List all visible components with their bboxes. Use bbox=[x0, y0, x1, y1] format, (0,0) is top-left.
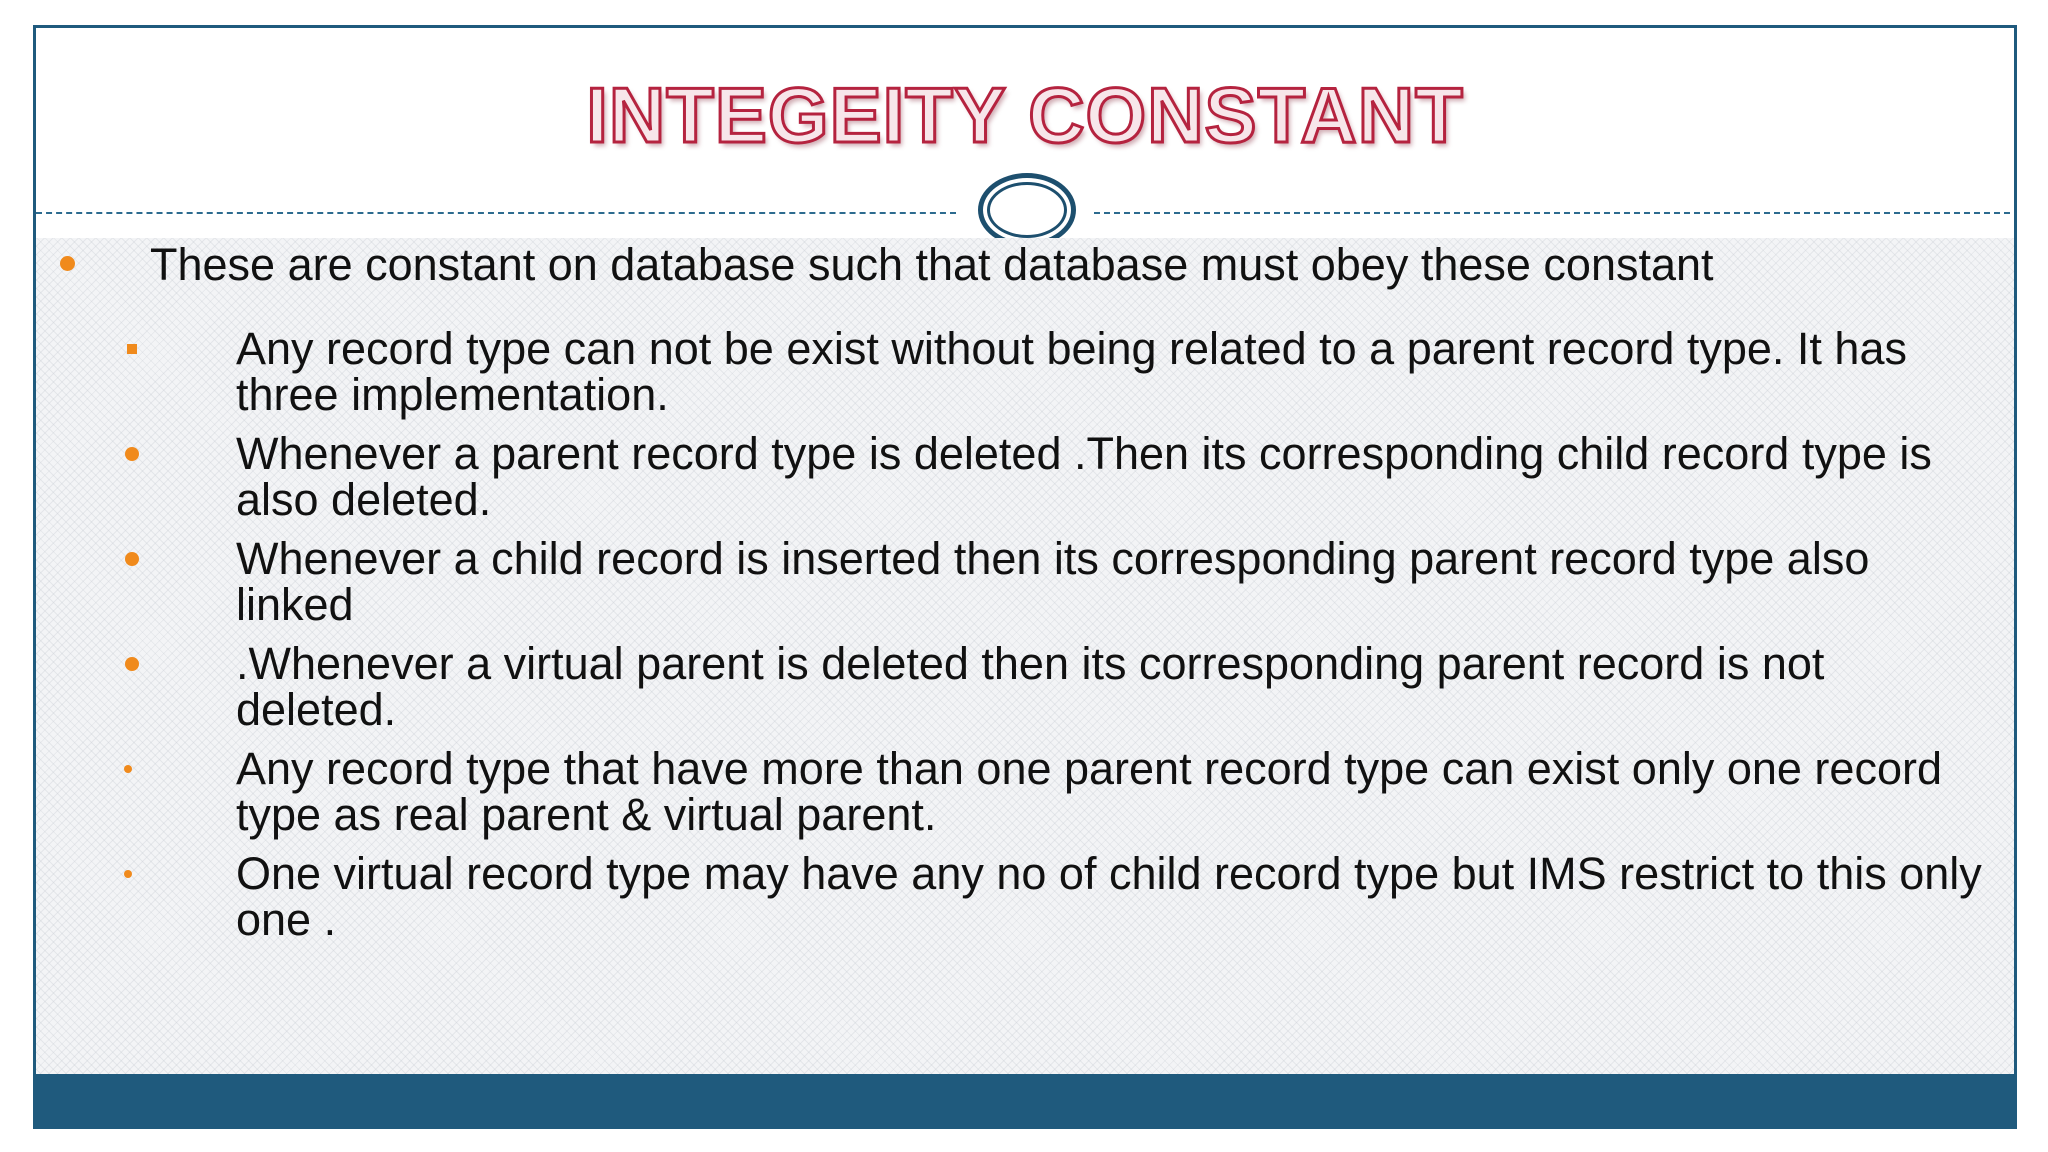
list-item bbox=[0, 533, 2048, 636]
list-item bbox=[0, 848, 2048, 951]
main-bullet-text: These are constant on database such that database must obey these constant bbox=[150, 239, 1714, 290]
list-item bbox=[0, 743, 2048, 846]
list-item-text: .Whenever a virtual parent is deleted then its corresponding parent record is not deleted. bbox=[236, 638, 1825, 735]
bullet-dot-icon bbox=[124, 870, 132, 878]
bullet-dot-icon bbox=[124, 765, 132, 773]
list-item-text: Whenever a child record is inserted then its corresponding parent record type also linked bbox=[236, 533, 1870, 630]
title-divider-left bbox=[36, 212, 956, 214]
bullet-dot-icon bbox=[60, 256, 75, 271]
list-item-text: Any record type that have more than one parent record type can exist only one record type as real parent & virtual parent. bbox=[236, 743, 1942, 840]
list-item-text: Whenever a parent record type is deleted .Then its corresponding child record type is also deleted. bbox=[236, 428, 1932, 525]
bullet-square-icon bbox=[127, 344, 137, 354]
footer-bar bbox=[36, 1074, 2014, 1126]
list-item bbox=[0, 428, 2048, 531]
title-area bbox=[36, 28, 2014, 216]
title-divider-right bbox=[1094, 212, 2017, 214]
list-item bbox=[0, 638, 2048, 741]
divider-ring-ornament bbox=[978, 173, 1076, 247]
list-item-text: One virtual record type may have any no of child record type but IMS restrict to this only one . bbox=[236, 848, 1982, 945]
list-item-text: Any record type can not be exist without being related to a parent record type. It has three implementation. bbox=[236, 323, 1907, 420]
slide-title: INTEGEITY CONSTANT bbox=[586, 71, 1464, 159]
bullet-dot-icon bbox=[125, 552, 139, 566]
bullet-dot-icon bbox=[125, 657, 139, 671]
list-item bbox=[0, 323, 2048, 426]
bullet-dot-icon bbox=[125, 447, 139, 461]
